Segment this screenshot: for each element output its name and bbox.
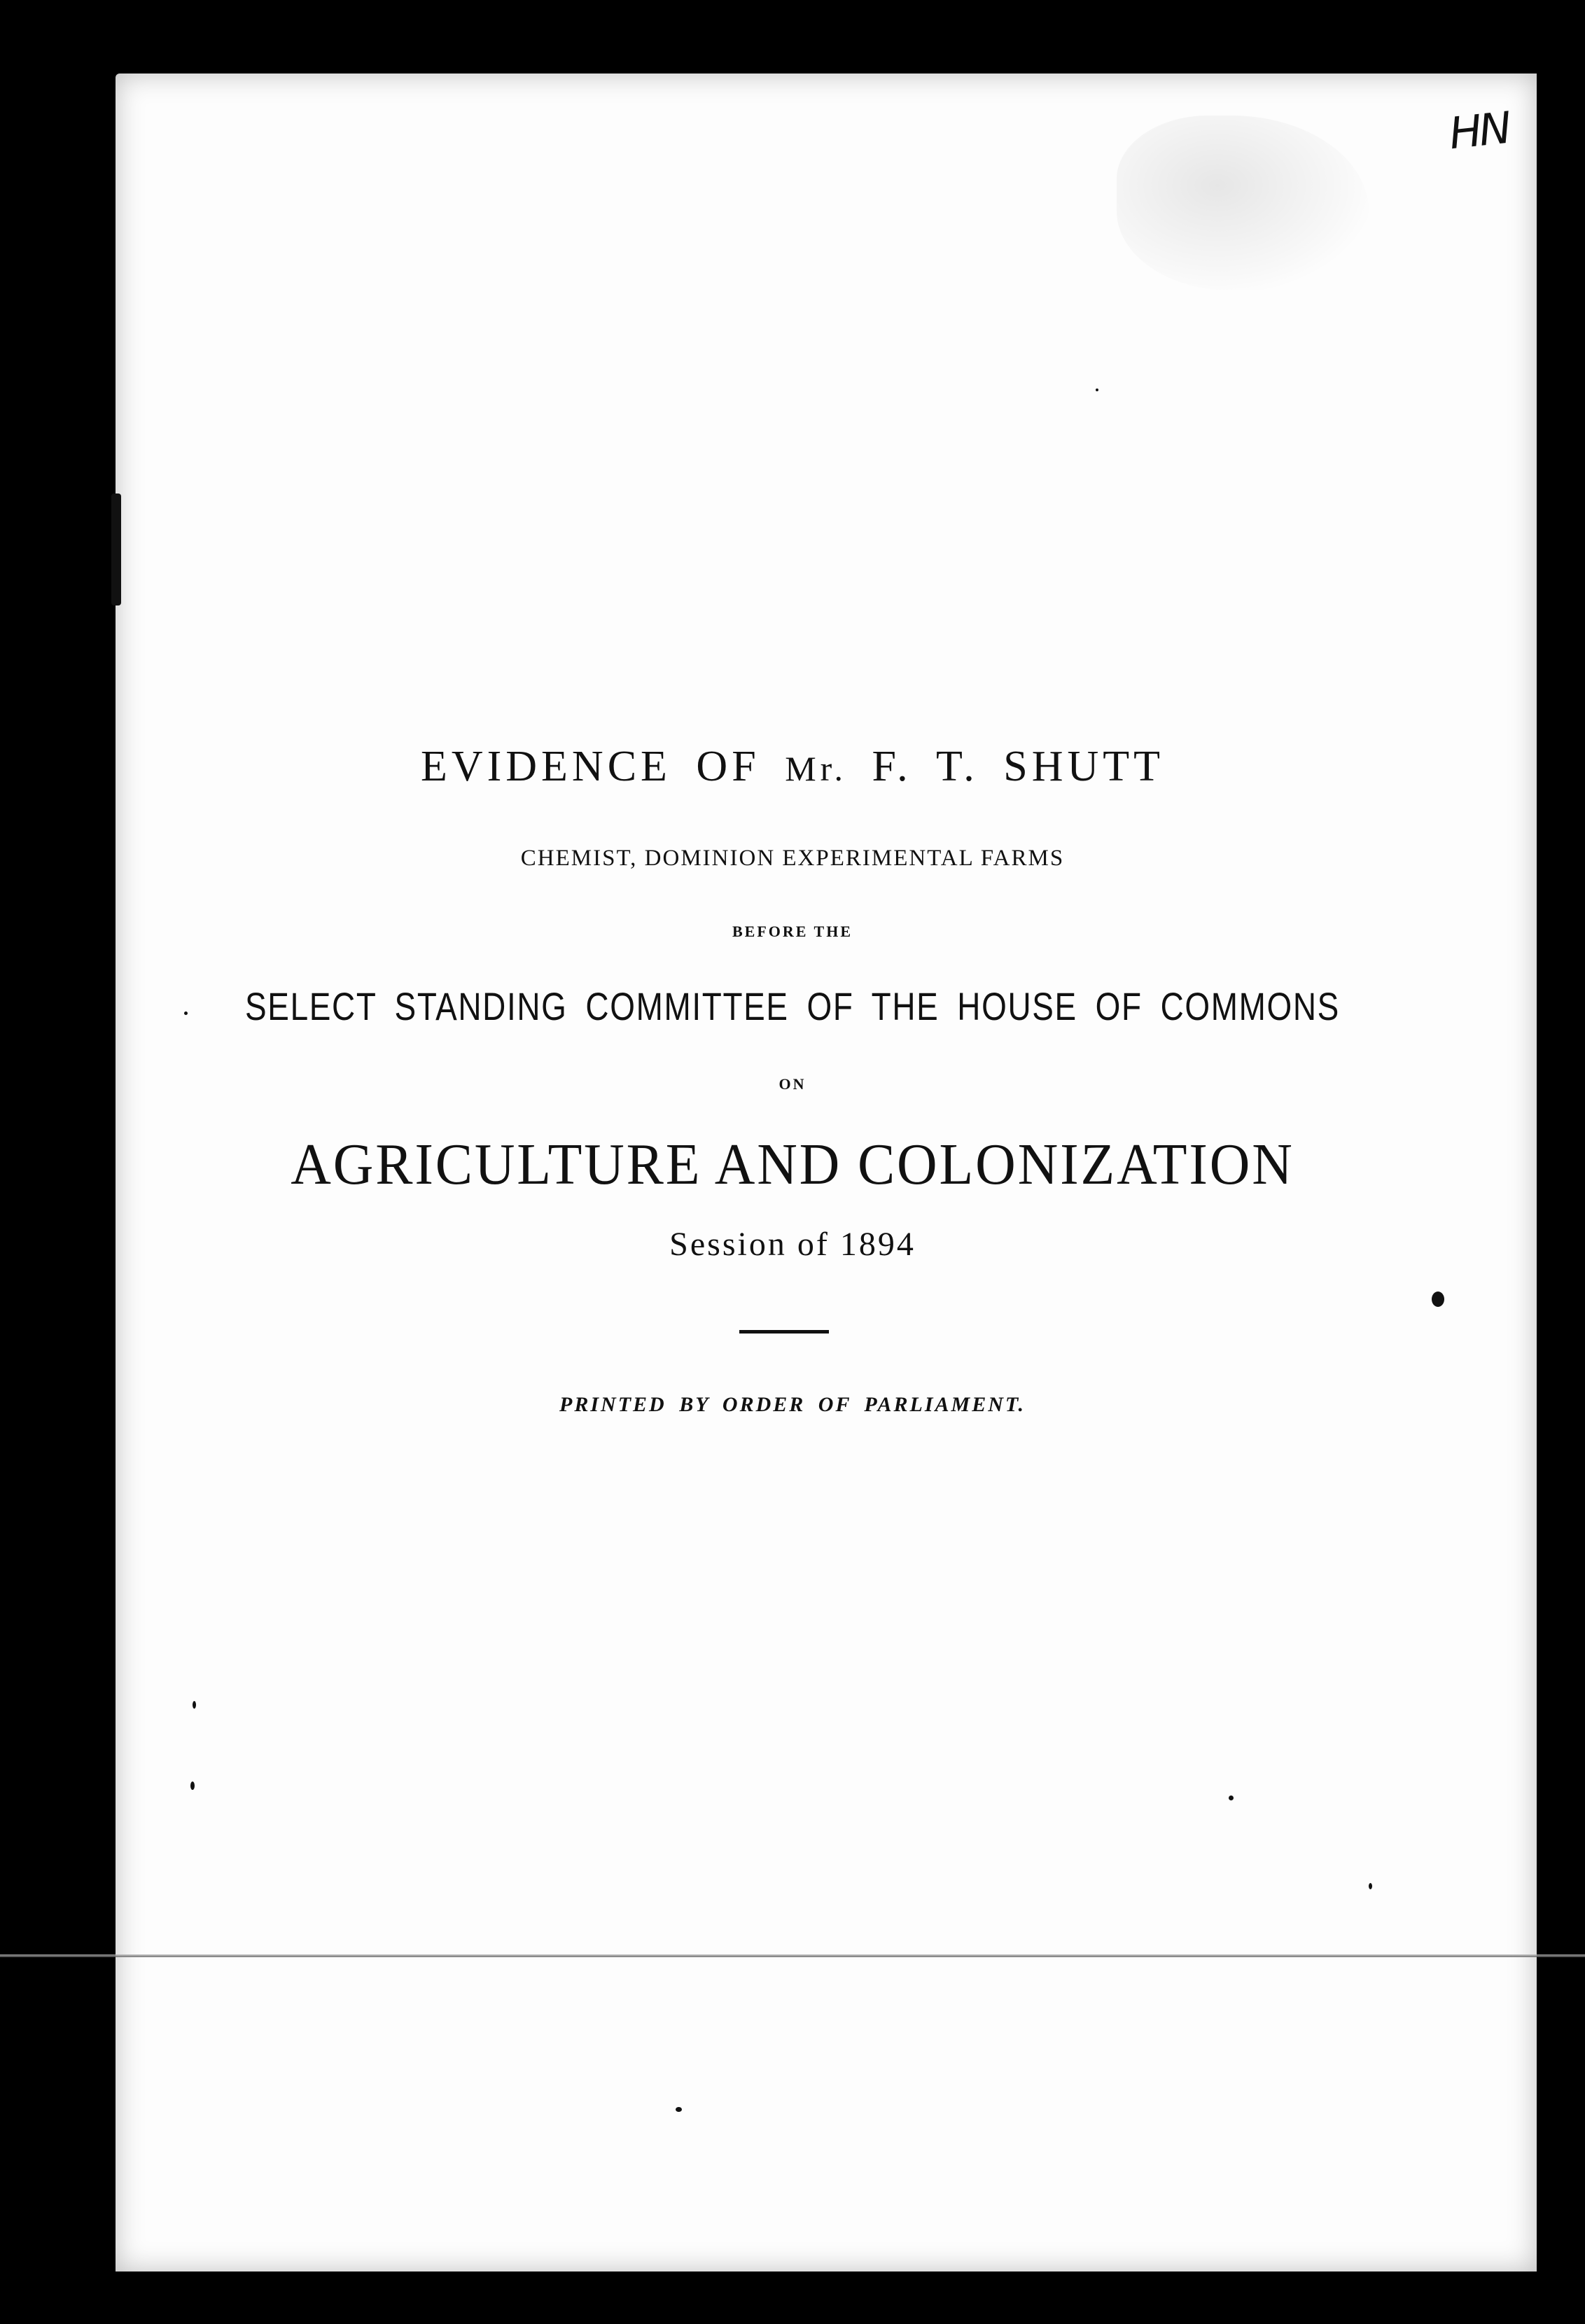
evidence-mr: Mr. <box>785 749 848 788</box>
ink-speck <box>190 1782 195 1790</box>
ink-speck <box>1229 1795 1234 1800</box>
ink-speck <box>1432 1292 1444 1307</box>
evidence-name: F. T. SHUTT <box>872 743 1164 790</box>
role-line: CHEMIST, DOMINION EXPERIMENTAL FARMS <box>520 846 1065 871</box>
evidence-prefix: EVIDENCE OF <box>420 743 760 790</box>
on-line: ON <box>778 1075 807 1093</box>
session-line: Session of 1894 <box>669 1226 916 1263</box>
ink-speck <box>193 1701 196 1709</box>
scanner-artifact-line <box>0 1954 1585 1957</box>
before-the-line: BEFORE THE <box>732 923 853 940</box>
ink-speck <box>1096 388 1098 391</box>
paper-stain <box>1117 115 1369 290</box>
committee-line: SELECT STANDING COMMITTEE OF THE HOUSE OF COMMONS <box>245 984 1340 1028</box>
divider-rule <box>739 1330 829 1334</box>
handwritten-mark: HN <box>1446 102 1511 160</box>
subject-title: AGRICULTURE AND COLONIZATION <box>291 1132 1294 1197</box>
ink-speck <box>676 2107 682 2112</box>
ink-speck <box>1369 1883 1372 1889</box>
imprint-line: PRINTED BY ORDER OF PARLIAMENT. <box>559 1393 1026 1416</box>
evidence-heading <box>0 742 1585 792</box>
